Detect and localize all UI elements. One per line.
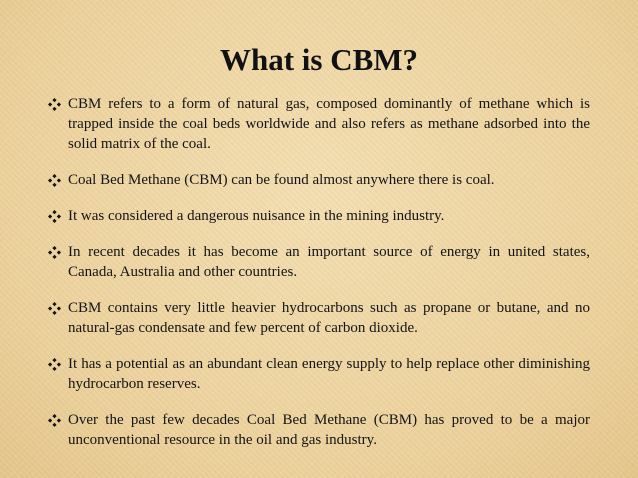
four-diamond-bullet-icon xyxy=(48,354,64,374)
slide-title: What is CBM? xyxy=(219,42,419,77)
four-diamond-bullet-icon xyxy=(48,206,64,226)
bullet-item xyxy=(48,206,590,226)
four-diamond-bullet-icon xyxy=(48,94,64,114)
bullet-text: CBM refers to a form of natural gas, composed dominantly of methane which is trapped inside the coal beds worldwide and also refers as methane adsorbed into the solid matrix of the coal. xyxy=(68,96,590,152)
bullet-list xyxy=(48,94,590,450)
bullet-item xyxy=(48,170,590,190)
bullet-item xyxy=(48,242,590,282)
four-diamond-bullet-icon xyxy=(48,298,64,318)
four-diamond-bullet-icon xyxy=(48,170,64,190)
bullet-text: It has a potential as an abundant clean energy supply to help replace other diminishing hydrocarbon reserves. xyxy=(68,356,590,392)
bullet-item xyxy=(48,94,590,154)
bullet-text: CBM contains very little heavier hydrocarbons such as propane or butane, and no natural-gas condensate and few percent of carbon dioxide. xyxy=(68,300,590,336)
bullet-item xyxy=(48,354,590,394)
bullet-item xyxy=(48,410,590,450)
bullet-text: It was considered a dangerous nuisance in the mining industry. xyxy=(68,208,445,224)
bullet-text: In recent decades it has become an important source of energy in united states, Canada, Australia and other countries. xyxy=(68,244,590,280)
bullet-text: Coal Bed Methane (CBM) can be found almost anywhere there is coal. xyxy=(68,172,495,188)
bullet-text: Over the past few decades Coal Bed Methane (CBM) has proved to be a major unconventional resource in the oil and gas industry. xyxy=(68,412,590,448)
four-diamond-bullet-icon xyxy=(48,410,64,430)
four-diamond-bullet-icon xyxy=(48,242,64,262)
bullet-item xyxy=(48,298,590,338)
